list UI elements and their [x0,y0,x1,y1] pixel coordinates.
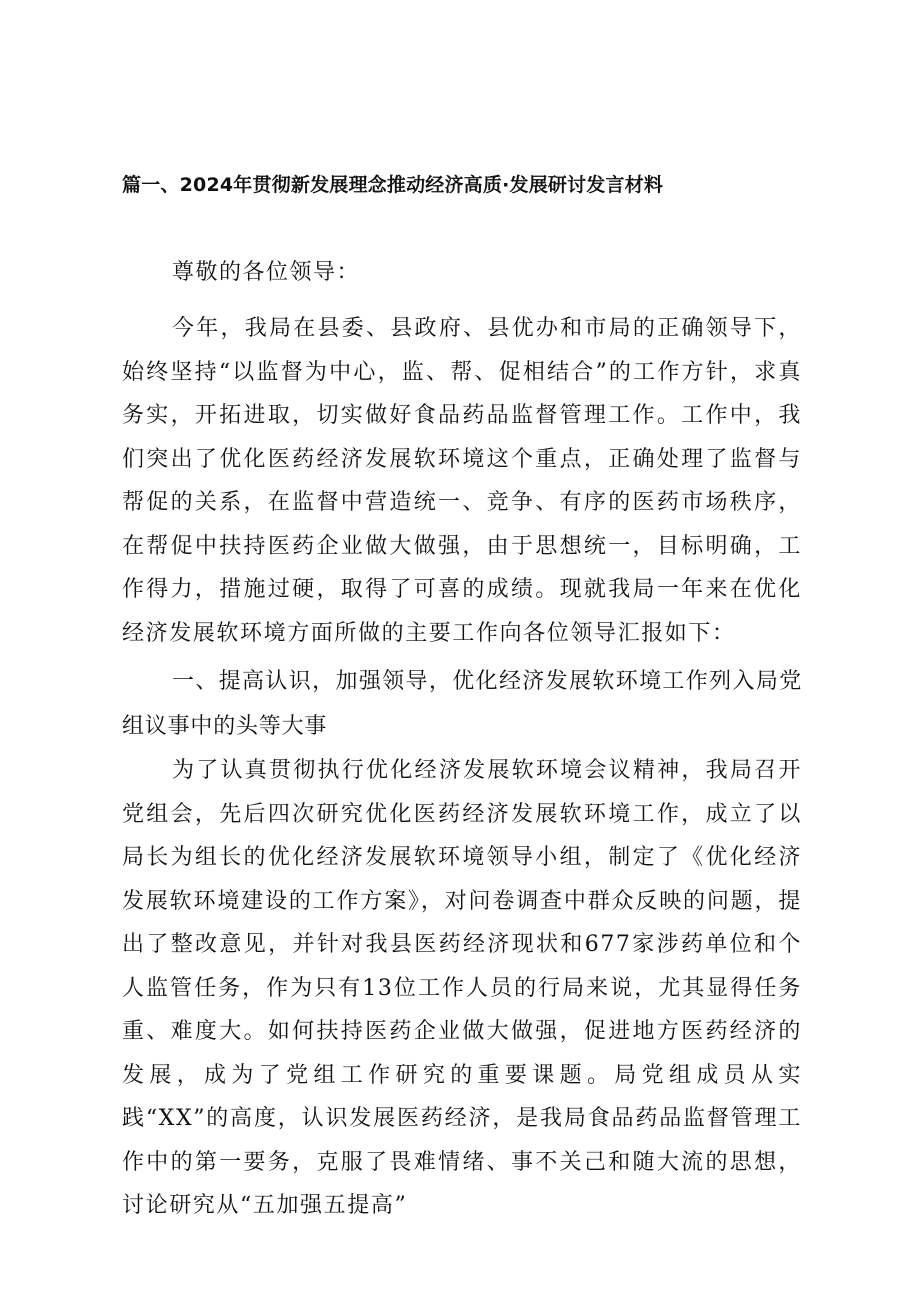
paragraph-intro: 今年，我局在县委、县政府、县优办和市局的正确领导下，始终坚持“以监督为中心，监、帮、促相结合”的工作方针，求真务实，开拓进取，切实做好食品药品监督管理工作。工作中，我们突出了优化医药经济发展软环境这个重点，正确处理了监督与帮促的关系，在监督中营造统一、竞争、有序的医药市场秩序，在帮促中扶持医药企业做大做强，由于思想统一，目标明确，工作得力，措施过硬，取得了可喜的成绩。现就我局一年来在优化经济发展软环境方面所做的主要工作向各位领导汇报如下： [122,316,802,646]
document-body [122,253,802,1228]
document-title: 篇一、2024年贯彻新发展理念推动经济高质·发展研讨发言材料 [122,174,664,196]
greeting: 尊敬的各位领导： [172,260,361,285]
paragraph-section-1: 为了认真贯彻执行优化经济发展软环境会议精神，我局召开党组会，先后四次研究优化医药经济发展软环境工作，成立了以局长为组长的优化经济发展软环境领导小组，制定了《优化经济发展软环境建设的工作方案》，对问卷调查中群众反映的问题，提出了整改意见，并针对我县医药经济现状和677家涉药单位和个人监管任务，作为只有13位工作人员的行局来说，尤其显得任务重、难度大。如何扶持医药企业做大做强，促进地方医药经济的发展，成为了党组工作研究的重要课题。局党组成员从实践“XX”的高度，认识发展医药经济，是我局食品药品监督管理工作中的第一要务，克服了畏难情绪、事不关己和随大流的思想，讨论研究从“五加强五提高” [122,758,802,1218]
section-heading-1: 一、提高认识，加强领导，优化经济发展软环境工作列入局党组议事中的头等大事 [122,669,802,739]
